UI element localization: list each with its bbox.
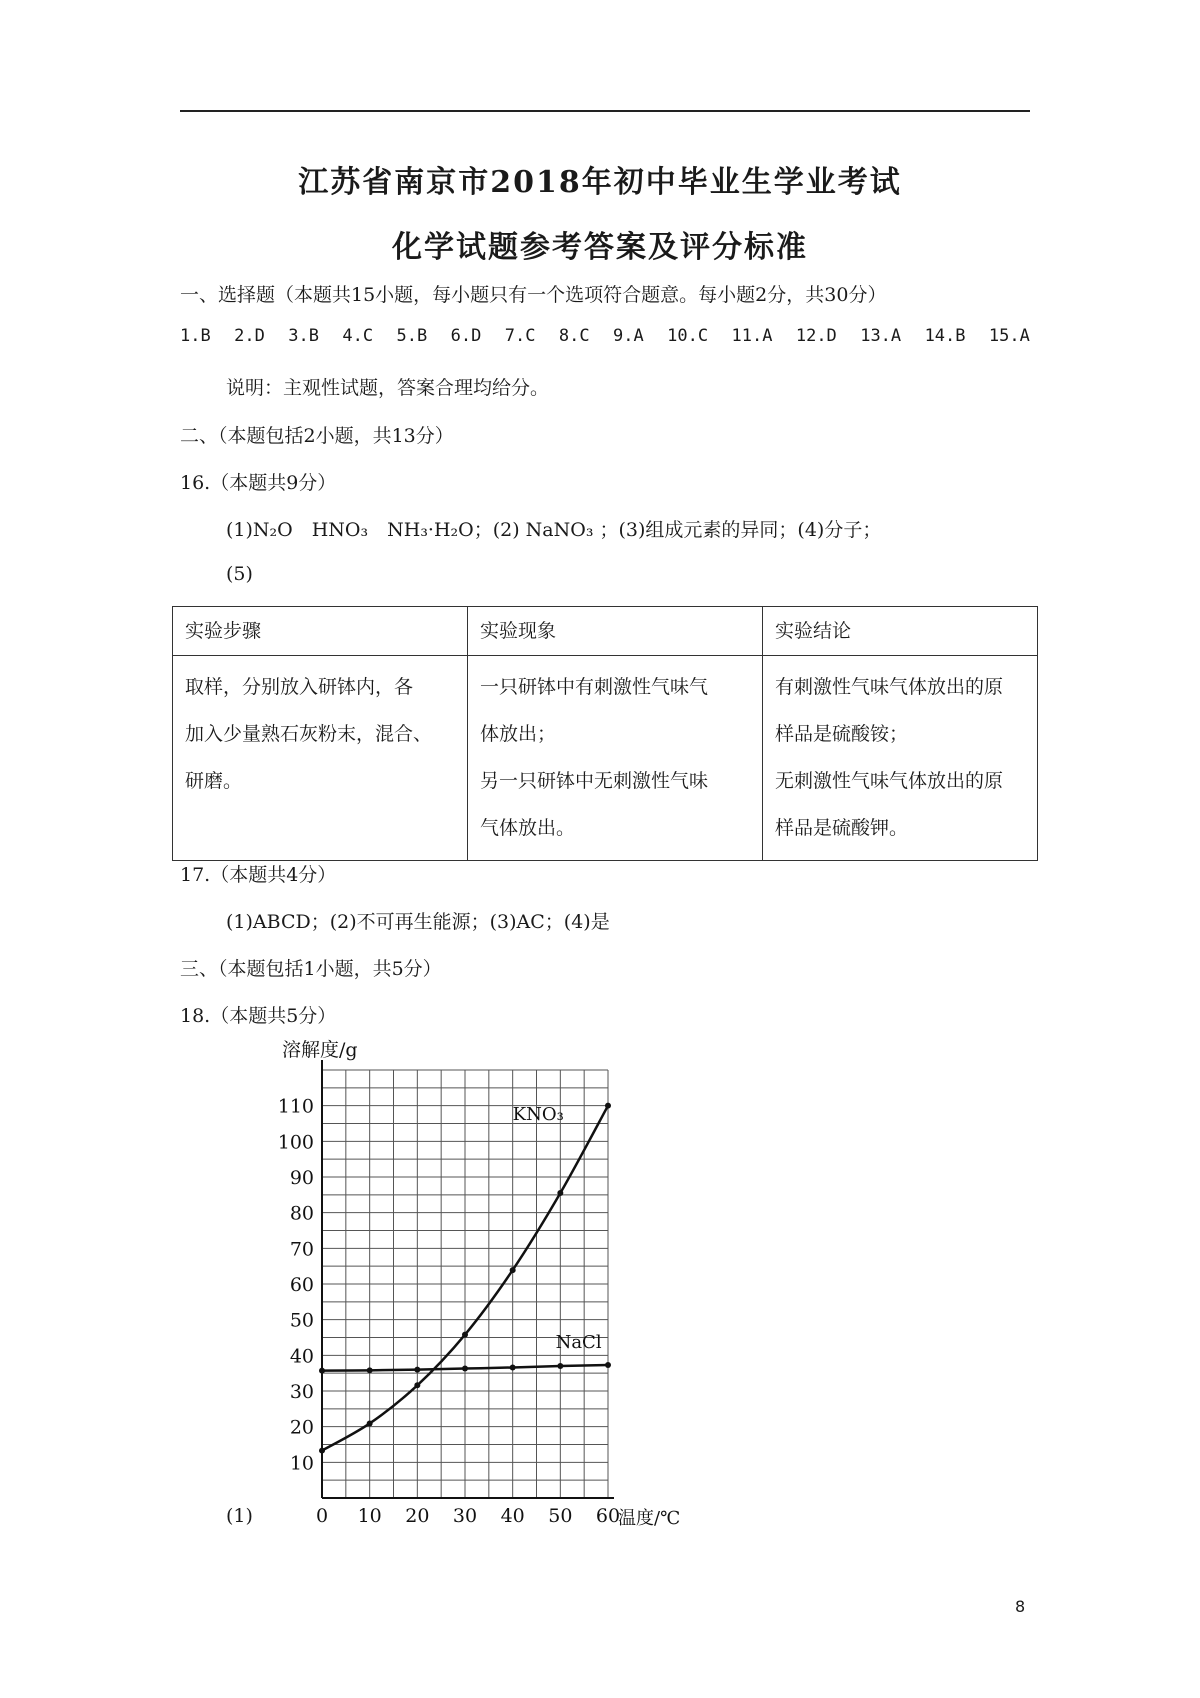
header-rule [180,110,1030,112]
answer-item: 5.B [396,326,428,346]
data-point [462,1332,468,1338]
document-subtitle: 化学试题参考答案及评分标准 [392,230,808,265]
y-tick-label: 80 [289,1202,314,1225]
y-tick-label: 70 [289,1238,314,1261]
data-point [414,1382,420,1388]
table-row [173,656,1038,861]
data-point [510,1364,516,1370]
data-point [367,1367,373,1373]
x-tick-label: 20 [405,1505,430,1527]
x-tick-label: 30 [452,1505,478,1527]
scoring-note: 说明：主观性试题，答案合理均给分。 [226,377,550,399]
cell-line: 有刺激性气味气体放出的原 [775,676,1004,698]
series-label-kno3: KNO₃ [512,1103,564,1125]
answer-item: 1.B [180,326,211,346]
section-1-heading: 一、选择题（本题共15小题，每小题只有一个选项符合题意。每小题2分，共30分） [180,284,887,306]
y-tick-label: 40 [289,1345,314,1368]
x-axis-label: 温度/℃ [618,1508,681,1529]
cell-line: 研磨。 [185,770,243,792]
q17-answer: (1)ABCD；(2)不可再生能源；(3)AC；(4)是 [226,911,610,933]
answer-list [180,326,1030,346]
page-number: 8 [1015,1597,1026,1616]
q16-heading: 16.（本题共9分） [180,472,337,494]
data-point [605,1362,611,1368]
cell-line: 一只研钵中有刺激性气味气 [480,676,709,698]
table-header-cell: 实验步骤 [173,607,468,656]
table-cell-phenomena [468,656,763,861]
answer-item: 6.D [450,326,482,346]
cell-line: 加入少量熟石灰粉末，混合、 [185,723,433,745]
data-point [605,1103,611,1109]
answer-item: 15.A [988,326,1030,346]
document-title: 江苏省南京市2018年初中毕业生学业考试 [298,165,902,200]
answer-item: 8.C [558,326,590,346]
cell-line: 另一只研钵中无刺激性气味 [480,770,709,792]
x-tick-label: 60 [595,1505,621,1527]
section-3-heading: 三、（本题包括1小题，共5分） [180,958,442,980]
y-tick-label: 110 [277,1095,314,1118]
section-2-heading: 二、（本题包括2小题，共13分） [180,425,454,447]
table-header-cell: 实验现象 [468,607,763,656]
answer-item: 14.B [924,326,966,346]
table-cell-conclusion [763,656,1038,861]
table-header-cell: 实验结论 [763,607,1038,656]
cell-line: 气体放出。 [480,817,576,839]
data-point [510,1267,516,1273]
q16-part5-label: (5) [226,563,253,585]
y-tick-label: 90 [289,1167,314,1189]
y-tick-label: 60 [289,1274,314,1296]
cell-line: 取样，分别放入研钵内，各 [185,676,414,698]
x-tick-label: 50 [548,1505,573,1527]
data-point [557,1190,563,1196]
answer-item: 2.D [234,326,265,346]
data-point [414,1367,420,1373]
x-tick-label: 10 [357,1505,382,1527]
q18-heading: 18.（本题共5分） [180,1005,337,1027]
answer-item: 7.C [504,326,536,346]
data-point [319,1448,325,1454]
data-point [367,1420,373,1426]
series-label-nacl: NaCl [555,1332,602,1354]
x-tick-label: 0 [315,1505,329,1527]
y-tick-label: 50 [289,1309,314,1332]
cell-line: 样品是硫酸铵； [775,723,909,745]
data-point [557,1363,563,1369]
cell-line: 样品是硫酸钾。 [775,817,909,839]
cell-line: 体放出； [480,723,557,745]
table-cell-steps [173,656,468,861]
data-point [462,1366,468,1372]
x-tick-label: 40 [500,1505,525,1527]
answer-item: 10.C [667,326,709,346]
answer-item: 3.B [288,326,319,346]
y-axis-label: 溶解度/g [282,1039,358,1061]
q17-heading: 17.（本题共4分） [180,864,337,886]
experiment-table [172,606,1038,861]
cell-line: 无刺激性气味气体放出的原 [775,770,1004,792]
y-tick-label: 20 [289,1416,314,1439]
answer-item: 12.D [795,326,837,346]
y-tick-label: 10 [289,1452,314,1475]
solubility-chart-svg [258,1039,681,1530]
y-tick-label: 30 [289,1381,314,1403]
q18-part1-label: (1) [226,1505,253,1527]
answer-item: 11.A [731,326,773,346]
answer-item: 4.C [342,326,374,346]
y-tick-label: 100 [277,1131,314,1154]
q16-answer: (1)N₂O HNO₃ NH₃·H₂O；(2) NaNO₃ ；(3)组成元素的异同；(4)分子； [226,519,882,541]
table-header-row [173,607,1038,656]
answer-item: 9.A [613,326,644,346]
solubility-chart [258,1039,681,1530]
data-point [319,1368,325,1374]
answer-item: 13.A [860,326,902,346]
